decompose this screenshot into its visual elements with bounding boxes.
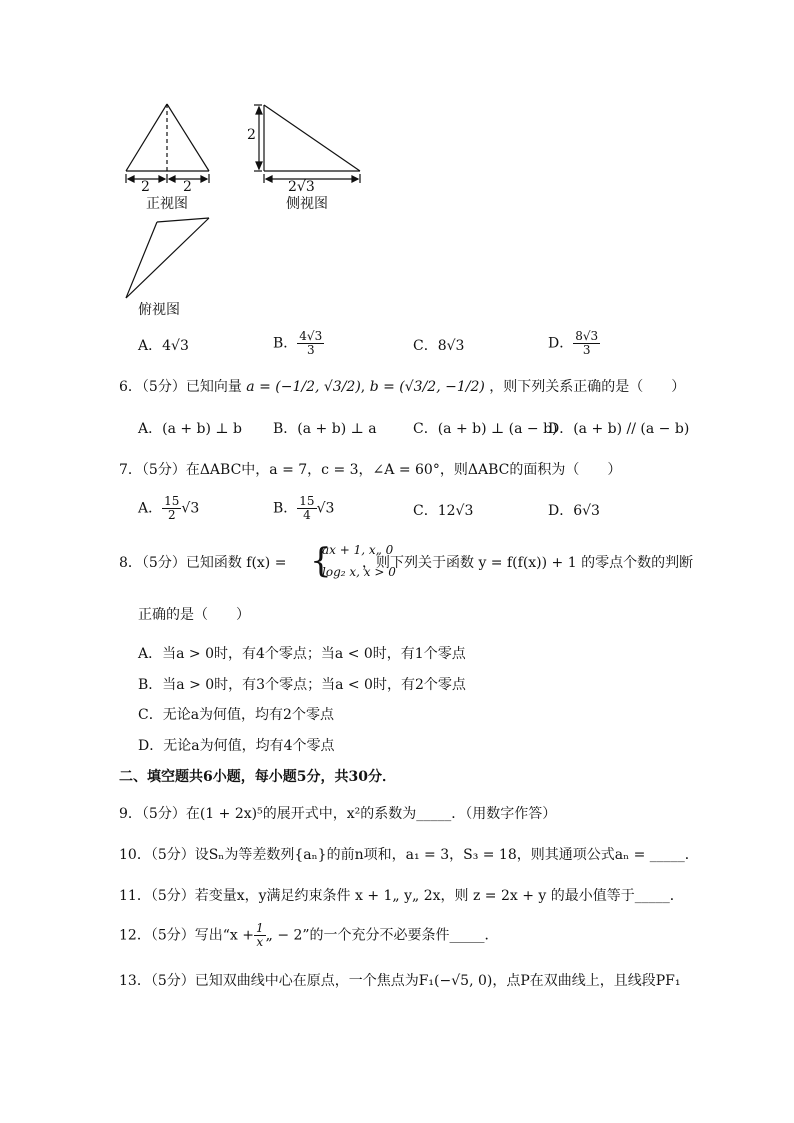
q6-vector-a: a = (−1/2, √3/2) (246, 379, 361, 395)
q7-b-letter: B． (273, 500, 298, 517)
q12-post: „ − 2”的一个充分不必要条件_____． (265, 927, 499, 944)
q5-option-a (138, 337, 189, 355)
q8-option-d: D．无论a为何值，均有4个零点 (138, 738, 335, 754)
q6-stem: 6．（5分）已知向量 a = (−1/2, √3/2), b = (√3/2, −1/2) ，则下列关系正确的是（ ） (119, 379, 686, 395)
q6-option-c: C．(a + b) ⊥ (a − b) (413, 421, 558, 437)
q12-text (119, 922, 499, 949)
q5-b-num: 4√3 (299, 329, 323, 343)
q12-frac-den: x (256, 935, 264, 949)
q7-b-tail: √3 (316, 500, 335, 517)
q7-option-a (138, 495, 199, 522)
q6-option-a: A．(a + b) ⊥ b (138, 421, 243, 437)
q7-b-den: 4 (303, 508, 311, 522)
q5-option-d (548, 330, 600, 357)
q12-frac-num: 1 (255, 921, 264, 935)
q8-option-a: A．当a > 0时，有4个零点；当a < 0时，有1个零点 (138, 646, 466, 662)
q7-a-tail: √3 (181, 500, 200, 517)
q8-case-1: ax + 1, x„ 0 (322, 543, 394, 557)
side-view-label: 侧视图 (286, 196, 328, 212)
q8-case-2: log₂ x, x > 0 (322, 565, 396, 579)
side-dim-width: 2√3 (288, 179, 315, 195)
q7-a-den: 2 (167, 508, 176, 522)
side-view (254, 105, 360, 183)
q5-d-letter: D． (548, 335, 574, 352)
q7-option-d: D．6√3 (548, 503, 600, 519)
q7-a-fraction (162, 495, 181, 522)
top-view (126, 218, 209, 298)
three-view-figure (0, 0, 794, 320)
front-dim-left: 2 (141, 179, 150, 195)
q7-option-b (273, 495, 334, 522)
q5-b-letter: B． (273, 335, 298, 352)
q8-stem-pre: 8．（5分）已知函数 f(x) = (119, 555, 287, 571)
q8-stem-line2: 正确的是（ ） (138, 607, 250, 623)
q8-stem-post: ，则下列关于函数 y = f(f(x)) + 1 的零点个数的判断 (362, 555, 694, 571)
q5-a-value: 4√3 (162, 338, 189, 354)
q12-pre: 12．（5分）写出“x + (119, 927, 254, 944)
q5-c-letter: C． (413, 338, 438, 354)
q13-text: 13．（5分）已知双曲线中心在原点，一个焦点为F₁(−√5, 0)，点P在双曲线上，且线段PF₁ (119, 973, 681, 989)
q10-text: 10．（5分）设Sₙ为等差数列{aₙ}的前n项和，a₁ = 3，S₃ = 18，则其通项公式aₙ = _____． (119, 847, 699, 863)
q5-d-den: 3 (582, 343, 591, 357)
q7-a-num: 15 (164, 494, 180, 508)
q6-option-d: D．(a + b) // (a − b) (548, 421, 690, 437)
front-dim-right: 2 (183, 179, 192, 195)
side-dim-height: 2 (247, 127, 256, 143)
q5-option-c (413, 337, 464, 355)
top-view-label: 俯视图 (138, 302, 180, 318)
section-2-heading: 二、填空题共6小题，每小题5分，共30分． (119, 769, 396, 785)
q12-fraction (254, 922, 266, 949)
q5-d-num: 8√3 (575, 329, 599, 343)
q6-stem-pre: 6．（5分）已知向量 (119, 379, 242, 395)
q5-a-letter: A． (138, 338, 163, 354)
q5-b-fraction (297, 330, 324, 357)
q5-d-fraction (573, 330, 600, 357)
q8-option-b: B．当a > 0时，有3个零点；当a < 0时，有2个零点 (138, 677, 466, 693)
q6-option-b: B．(a + b) ⊥ a (273, 421, 377, 437)
front-view (126, 104, 209, 183)
q6-vector-b: b = (√3/2, −1/2) (369, 379, 485, 395)
q6-stem-post: ，则下列关系正确的是（ ） (489, 379, 686, 395)
q8-option-c: C．无论a为何值，均有2个零点 (138, 707, 334, 723)
q7-b-fraction (297, 495, 316, 522)
q5-option-b (273, 330, 324, 357)
q7-stem: 7．（5分）在ΔABC中，a = 7，c = 3，∠A = 60°，则ΔABC的面积为（ ） (119, 462, 622, 478)
q8-brace: { (310, 541, 332, 581)
front-view-label: 正视图 (146, 196, 188, 212)
q5-c-value: 8√3 (437, 338, 465, 354)
q11-text: 11．（5分）若变量x，y满足约束条件 x + 1„ y„ 2x，则 z = 2x + y 的最小值等于_____． (119, 888, 684, 904)
q7-option-c: C．12√3 (413, 503, 474, 519)
q5-b-den: 3 (306, 343, 315, 357)
q9-text: 9．（5分）在(1 + 2x)⁵的展开式中，x²的系数为_____．（用数字作答） (119, 806, 557, 822)
q7-b-num: 15 (299, 494, 315, 508)
q7-a-letter: A． (138, 500, 163, 517)
